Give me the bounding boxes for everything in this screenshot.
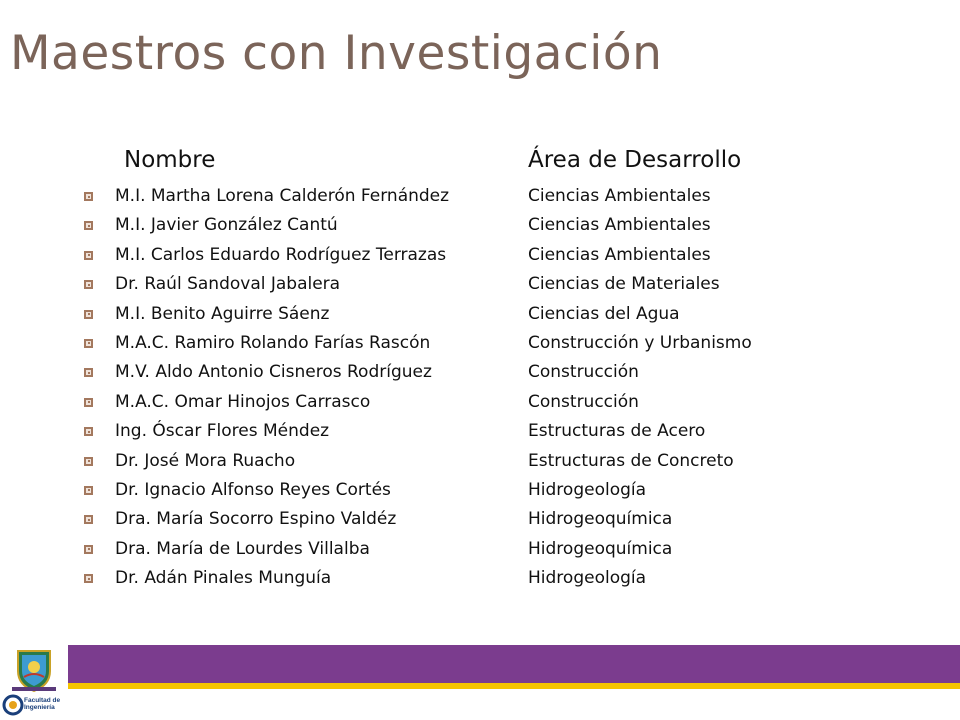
development-area: Ciencias de Materiales [528, 274, 720, 295]
teacher-name: M.A.C. Ramiro Rolando Farías Rascón [115, 332, 431, 353]
slide-title: Maestros con Investigación [10, 26, 663, 81]
bullet-icon [84, 368, 93, 377]
development-area: Ciencias del Agua [528, 303, 680, 324]
footer-band [0, 645, 960, 683]
footer-stripe [0, 683, 960, 689]
development-area: Hidrogeología [528, 568, 647, 589]
column-header-name: Nombre [124, 147, 216, 173]
teacher-name: Dr. Raúl Sandoval Jabalera [115, 274, 341, 295]
teacher-name: Dra. María Socorro Espino Valdéz [115, 509, 397, 530]
teacher-name: M.I. Benito Aguirre Sáenz [115, 303, 330, 324]
column-header-area: Área de Desarrollo [528, 147, 742, 173]
teacher-name: M.A.C. Omar Hinojos Carrasco [115, 391, 371, 412]
development-area: Ciencias Ambientales [528, 244, 711, 265]
bullet-icon [84, 515, 93, 524]
teacher-name: M.I. Carlos Eduardo Rodríguez Terrazas [115, 244, 447, 265]
bullet-icon [84, 457, 93, 466]
footer-logos [0, 645, 68, 720]
development-area: Hidrogeología [528, 479, 647, 500]
development-area: Hidrogeoquímica [528, 538, 673, 559]
development-area: Ciencias Ambientales [528, 186, 711, 206]
teacher-name: Dr. Adán Pinales Munguía [115, 568, 332, 589]
bullet-icon [84, 545, 93, 554]
teacher-name: M.I. Martha Lorena Calderón Fernández [115, 186, 450, 206]
teacher-name: Dr. Ignacio Alfonso Reyes Cortés [115, 479, 391, 500]
development-area: Estructuras de Acero [528, 421, 706, 442]
teacher-name: M.V. Aldo Antonio Cisneros Rodríguez [115, 362, 432, 383]
bullet-icon [84, 192, 93, 201]
teacher-name: Dr. José Mora Ruacho [115, 450, 296, 471]
bullet-icon [84, 339, 93, 348]
development-area: Construcción [528, 362, 639, 383]
bullet-icon [84, 221, 93, 230]
teacher-name: Dra. María de Lourdes Villalba [115, 538, 370, 559]
bullet-icon [84, 427, 93, 436]
development-area: Ciencias Ambientales [528, 215, 711, 236]
bullet-icon [84, 574, 93, 583]
teacher-name: Ing. Óscar Flores Méndez [115, 421, 330, 442]
bullet-icon [84, 486, 93, 495]
bullet-icon [84, 280, 93, 289]
development-area: Construcción [528, 391, 639, 412]
university-shield-logo [8, 647, 60, 693]
faculty-logo-text: Facultad de Ingeniería [24, 697, 61, 711]
development-area: Construcción y Urbanismo [528, 332, 752, 353]
bullet-icon [84, 251, 93, 260]
bullet-icon [84, 398, 93, 407]
bullet-icon [84, 310, 93, 319]
development-area: Estructuras de Concreto [528, 450, 734, 471]
teacher-name: M.I. Javier González Cantú [115, 215, 338, 236]
development-area: Hidrogeoquímica [528, 509, 673, 530]
